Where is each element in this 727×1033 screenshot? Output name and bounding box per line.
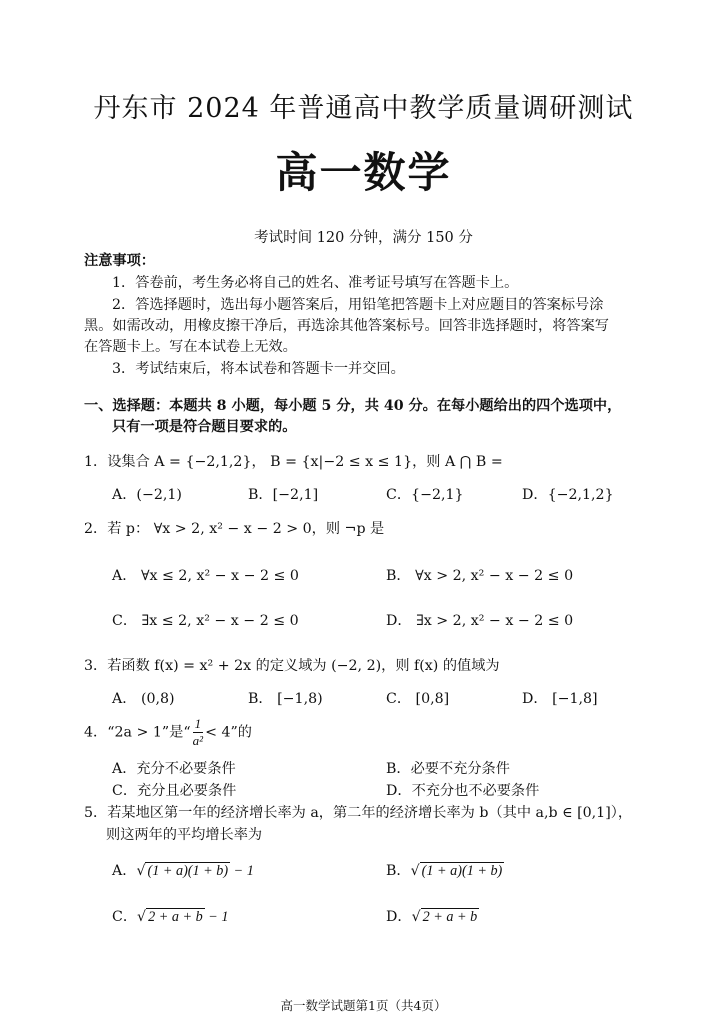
question-5-stem-line-2: 则这两年的平均增长率为 [106,827,263,843]
option-b-label: B． [386,863,411,879]
question-3-option-d: D． [−1,8] [522,691,598,707]
question-2-option-c: C． ∃x ≤ 2, x² − x − 2 ≤ 0 [112,613,299,629]
notes-line-2a: 2．答选择题时，选出每小题答案后，用铅笔把答题卡上对应题目的答案标号涂 [112,297,604,313]
exam-title: 丹东市 2024 年普通高中教学质量调研测试 [93,93,634,124]
question-5-option-c [112,906,228,926]
sqrt-icon: √ [411,909,421,925]
question-4-fraction [193,716,204,749]
sqrt-icon: √ [410,863,420,879]
option-a-radicand: (1 + a)(1 + b) [147,863,229,879]
question-3-option-b: B． [−1,8) [248,691,323,707]
question-4-option-d: D．不充分也不必要条件 [386,783,540,799]
question-3-option-a: A． (0,8) [112,691,175,707]
question-1-option-b: B．[−2,1] [248,487,319,503]
question-2-stem: 2．若 p： ∀x > 2, x² − x − 2 > 0，则 ¬p 是 [84,521,385,537]
option-b-radicand: (1 + a)(1 + b) [421,863,503,879]
option-a-tail: − 1 [230,863,254,879]
question-5-stem-line-1: 5．若某地区第一年的经济增长率为 a，第二年的经济增长率为 b（其中 a,b ∈ [0,1]）， [84,805,633,821]
question-2-option-d: D． ∃x > 2, x² − x − 2 ≤ 0 [386,613,574,629]
sqrt-icon: √ [137,909,147,925]
sqrt-icon: √ [136,863,146,879]
notes-line-1: 1．答卷前，考生务必将自己的姓名、准考证号填写在答题卡上。 [112,275,519,291]
question-3-stem: 3．若函数 f(x) = x² + 2x 的定义域为 (−2, 2)，则 f(x) 的值域为 [84,658,500,674]
exam-info: 考试时间 120 分钟，满分 150 分 [254,230,473,246]
section-heading-line-2: 只有一项是符合题目要求的。 [112,419,297,435]
question-5-option-a [112,860,254,880]
question-1-option-a: A．(−2,1) [112,487,182,503]
option-a-label: A． [112,863,137,879]
question-4-option-c: C．充分且必要条件 [112,783,237,799]
fraction-denominator: a² [192,733,204,748]
question-5-option-b [386,860,504,880]
option-d-label: D． [386,909,412,925]
question-1-option-c: C．{−2,1} [386,487,464,503]
option-c-radicand: 2 + a + b [148,909,203,925]
option-c-label: C． [112,909,138,925]
section-heading-line-1: 一、选择题：本题共 8 小题，每小题 5 分，共 40 分。在每小题给出的四个选项中， [84,398,622,414]
question-4-option-a: A．充分不必要条件 [112,761,236,777]
question-4-stem [84,716,252,749]
notes-line-2b: 黑。如需改动，用橡皮擦干净后，再选涂其他答案标号。回答非选择题时，将答案写 [84,318,609,334]
question-4-option-b: B．必要不充分条件 [386,761,510,777]
notes-heading: 注意事项： [84,253,155,269]
question-4-stem-post: < 4”的 [205,724,252,741]
fraction-numerator: 1 [194,716,202,731]
option-d-radicand: 2 + a + b [422,909,478,925]
option-c-tail: − 1 [204,909,229,925]
question-2-option-a: A． ∀x ≤ 2, x² − x − 2 ≤ 0 [112,568,299,584]
notes-line-3: 3．考试结束后，将本试卷和答题卡一并交回。 [112,361,405,377]
question-2-option-b: B． ∀x > 2, x² − x − 2 ≤ 0 [386,568,574,584]
subject-title: 高一数学 [275,148,452,197]
page-footer: 高一数学试题第1页（共4页） [280,998,447,1013]
question-5-option-d [386,906,479,926]
question-3-option-c: C． [0,8] [386,691,450,707]
question-1-stem: 1．设集合 A = {−2,1,2}， B = {x|−2 ≤ x ≤ 1}，则 A ⋂ B = [84,454,503,470]
question-4-stem-pre: 4．“2a > 1”是“ [84,724,191,741]
question-1-option-d: D．{−2,1,2} [522,487,614,503]
notes-line-2c: 在答题卡上。写在本试卷上无效。 [84,339,297,355]
